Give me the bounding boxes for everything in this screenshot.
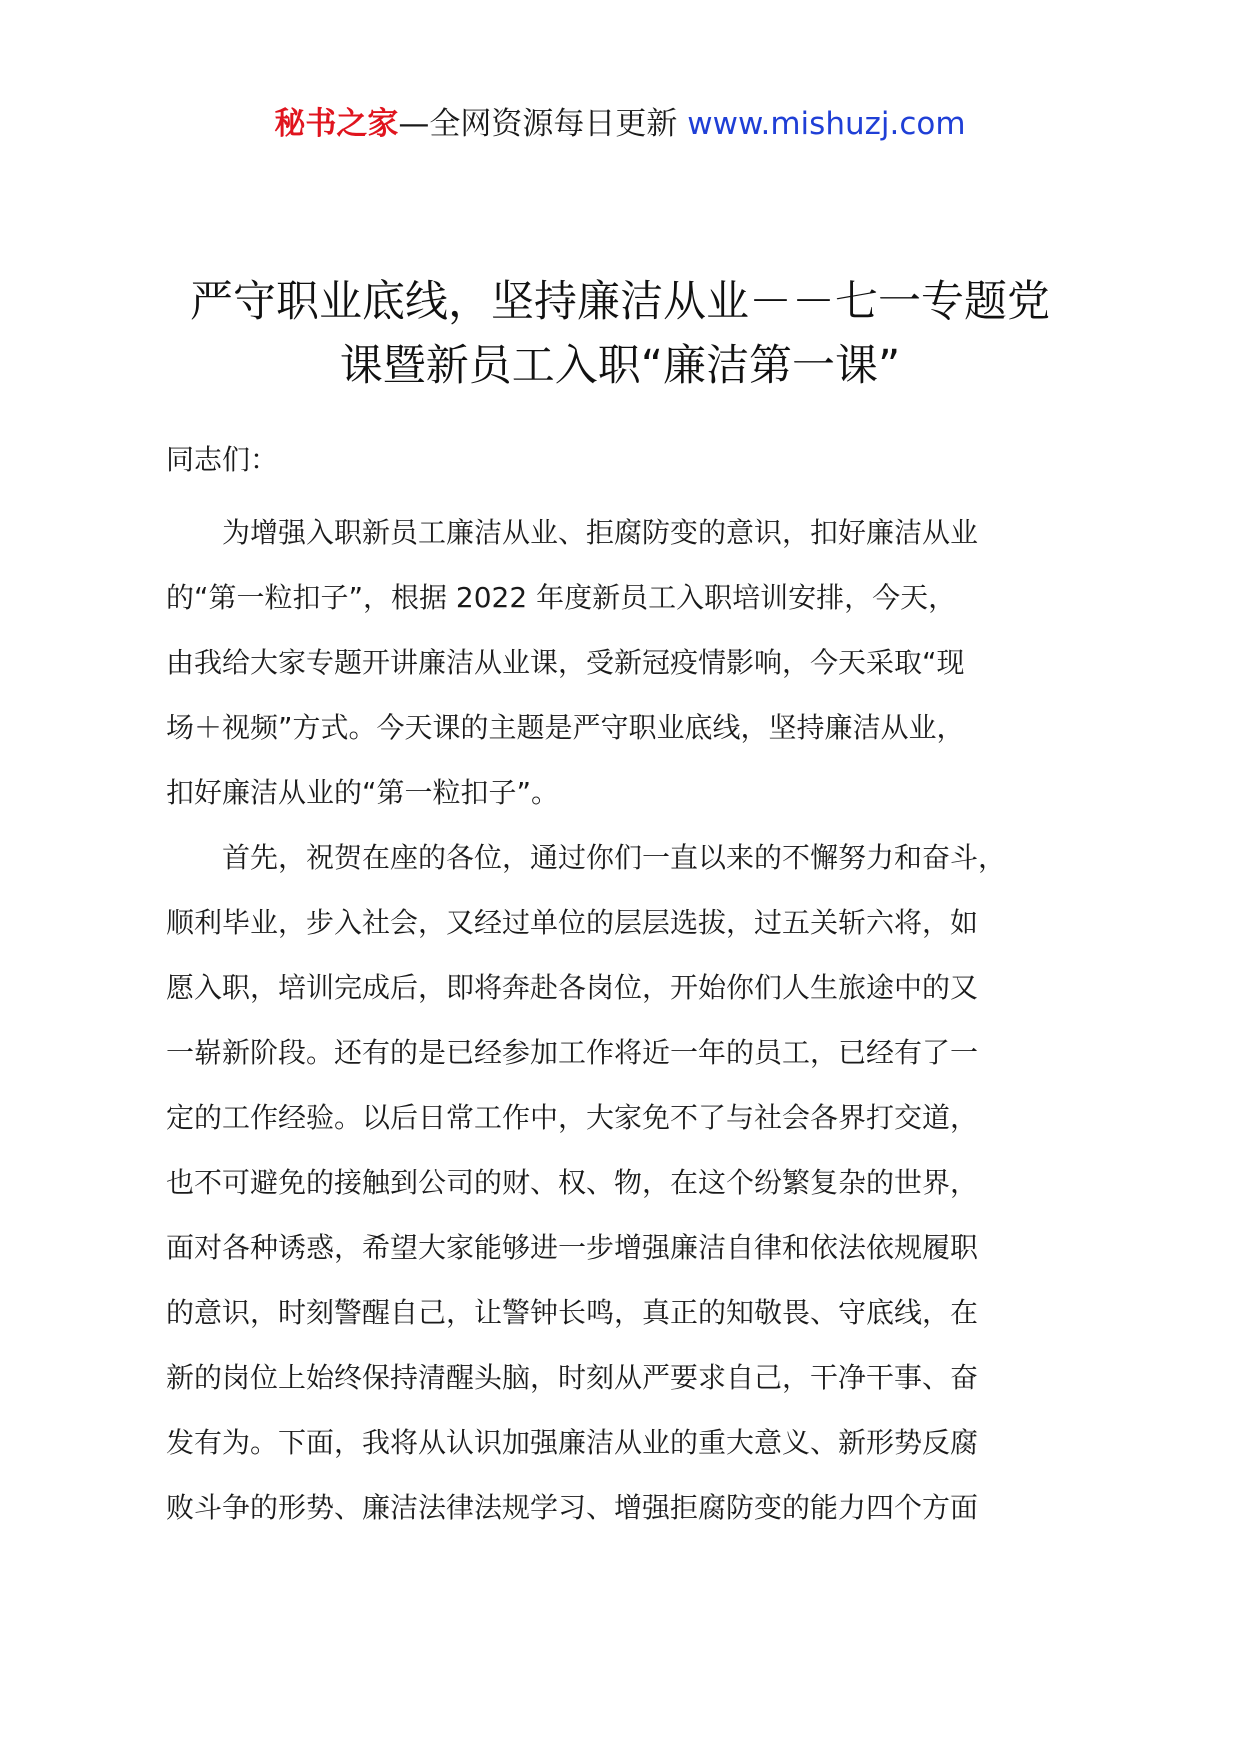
text-line: 为增强入职新员工廉洁从业、拒腐防变的意识，扣好廉洁从业	[166, 516, 979, 549]
text-line: 新的岗位上始终保持清醒头脑，时刻从严要求自己，干净干事、奋	[166, 1361, 979, 1394]
text-line: 面对各种诱惑，希望大家能够进一步增强廉洁自律和依法依规履职	[166, 1231, 979, 1264]
site-tagline: —全网资源每日更新	[398, 106, 688, 142]
paragraph-congrats	[166, 825, 1106, 1540]
text-line: 愿入职，培训完成后，即将奔赴各岗位，开始你们人生旅途中的又	[166, 971, 979, 1004]
salutation: 同志们：	[166, 443, 279, 476]
text-line: 也不可避免的接触到公司的财、权、物，在这个纷繁复杂的世界，	[166, 1166, 979, 1199]
title-line: 严守职业底线，坚持廉洁从业－－七一专题党	[190, 277, 1050, 327]
text-line: 败斗争的形势、廉洁法律法规学习、增强拒腐防变的能力四个方面	[166, 1491, 979, 1524]
text-line: 扣好廉洁从业的“第一粒扣子”。	[166, 776, 560, 809]
site-brand: 秘书之家	[274, 106, 399, 142]
text-line: 由我给大家专题开讲廉洁从业课，受新冠疫情影响，今天采取“现	[166, 646, 965, 679]
document-title	[150, 270, 1090, 398]
text-line: 顺利毕业，步入社会，又经过单位的层层选拔，过五关斩六将，如	[166, 906, 979, 939]
text-line: 发有为。下面，我将从认识加强廉洁从业的重大意义、新形势反腐	[166, 1426, 979, 1459]
text-line: 的“第一粒扣子”，根据 2022 年度新员工入职培训安排，今天，	[166, 581, 957, 614]
site-header	[0, 104, 1240, 144]
document-body	[166, 500, 1106, 1540]
text-line: 定的工作经验。以后日常工作中，大家免不了与社会各界打交道，	[166, 1101, 979, 1134]
text-line: 首先，祝贺在座的各位，通过你们一直以来的不懈努力和奋斗，	[166, 841, 1007, 874]
site-url-link[interactable]: www.mishuzj.com	[687, 106, 966, 142]
paragraph-intro	[166, 500, 1106, 825]
title-line: 课暨新员工入职“廉洁第一课”	[339, 341, 901, 391]
text-line: 场＋视频”方式。今天课的主题是严守职业底线，坚持廉洁从业，	[166, 711, 965, 744]
text-line: 的意识，时刻警醒自己，让警钟长鸣，真正的知敬畏、守底线，在	[166, 1296, 979, 1329]
text-line: 一崭新阶段。还有的是已经参加工作将近一年的员工，已经有了一	[166, 1036, 979, 1069]
